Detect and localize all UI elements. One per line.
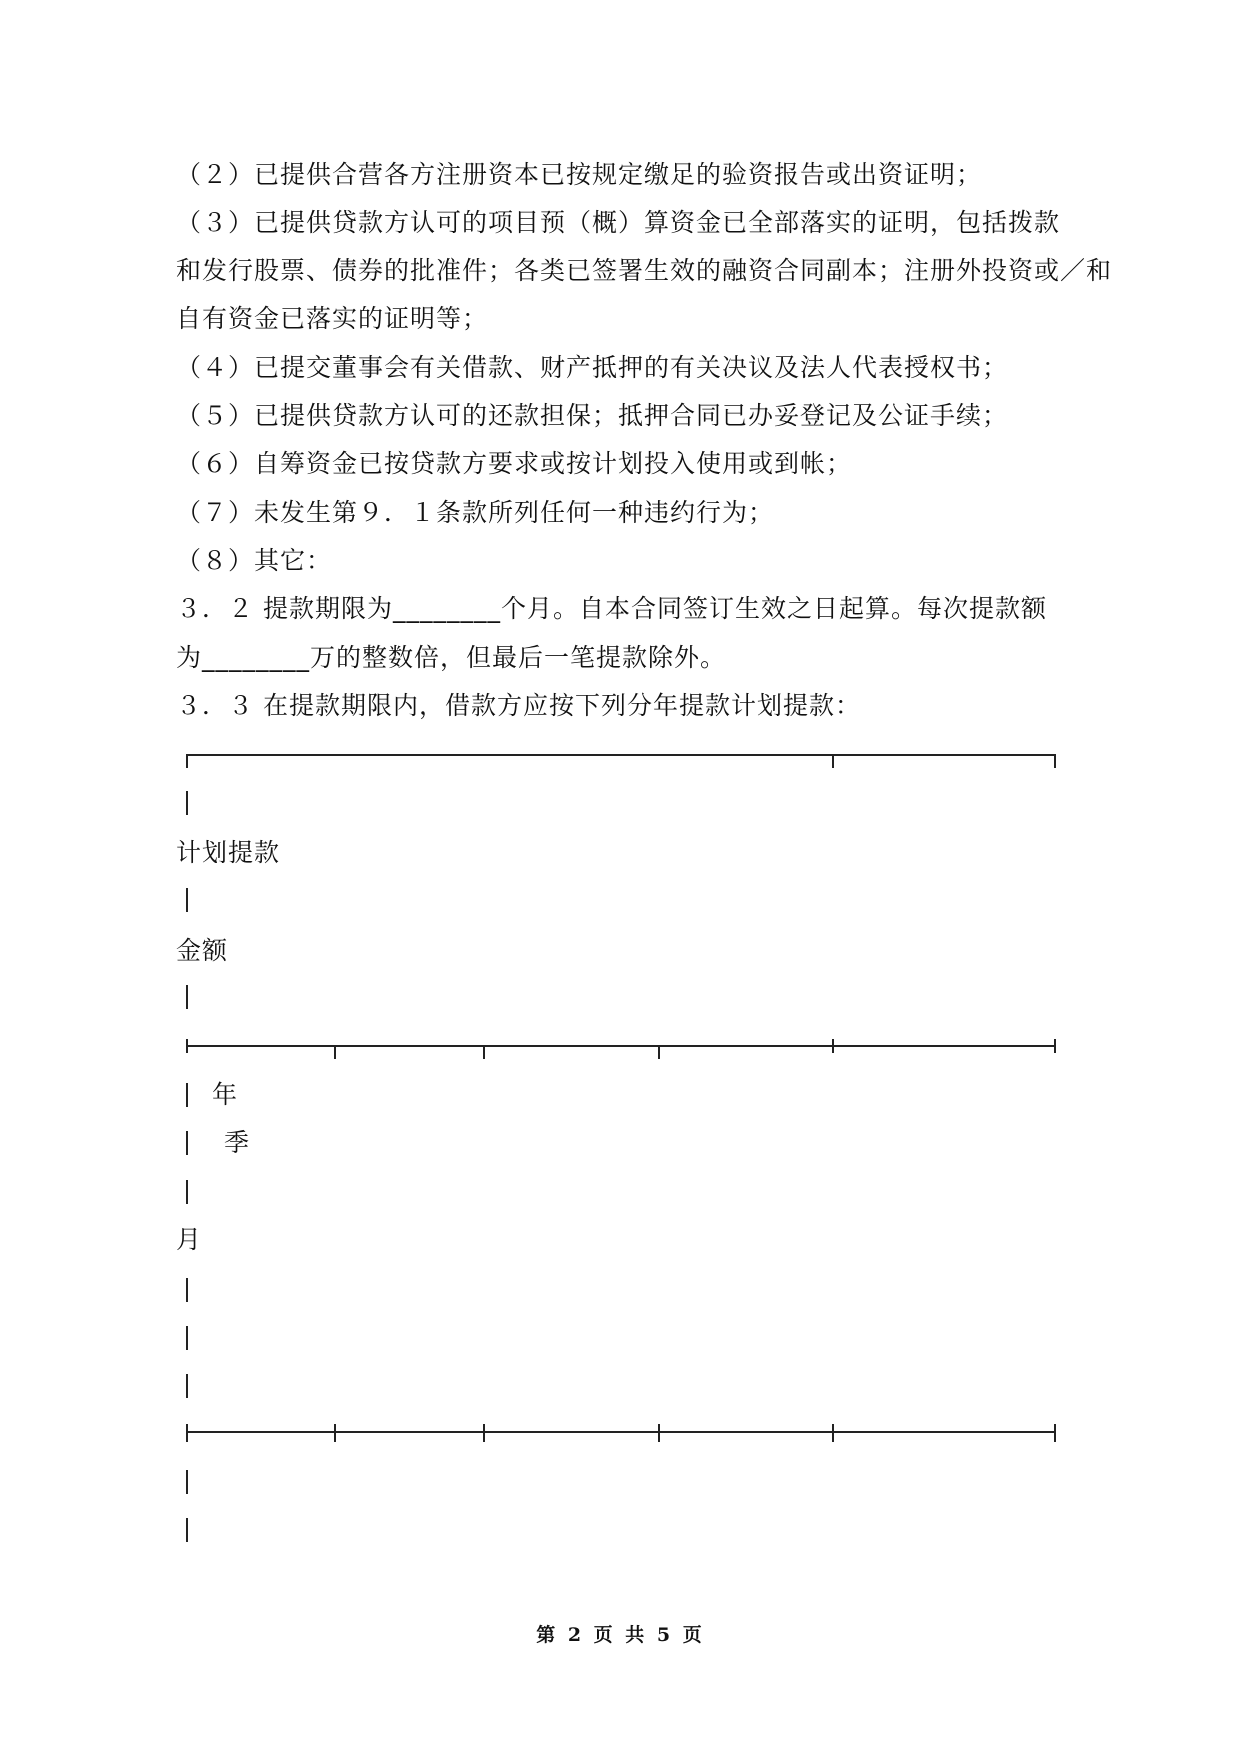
clause-item-3-line1: （３）已提供贷款方认可的项目预（概）算资金已全部落实的证明，包括拨款 (176, 208, 1061, 237)
table-vertical-bar (186, 1518, 188, 1542)
table-vertical-bar (186, 1131, 188, 1155)
page-footer: 第 2 页 共 5 页 (536, 1624, 705, 1646)
clause-3-3: ３．３ 在提款期限内，借款方应按下列分年提款计划提款： (176, 691, 861, 720)
table-vertical-bar (186, 1470, 188, 1494)
clause-item-6: （６）自筹资金已按贷款方要求或按计划投入使用或到帐； (176, 449, 853, 478)
year-label: 年 (212, 1080, 239, 1109)
table-vertical-bar (186, 791, 188, 815)
table-vertical-bar (186, 1278, 188, 1302)
clause-item-8: （８）其它： (176, 546, 333, 575)
table-vertical-bar (186, 1374, 188, 1398)
table-vertical-bar (186, 1180, 188, 1204)
clause-item-4: （４）已提交董事会有关借款、财产抵押的有关决议及法人代表授权书； (176, 353, 1009, 382)
clause-item-3-line3: 自有资金已落实的证明等； (176, 304, 489, 333)
amount-label: 金额 (176, 936, 229, 965)
table-vertical-bar (186, 1326, 188, 1350)
quarter-label: 季 (224, 1128, 251, 1157)
clause-3-2-line1: ３．２ 提款期限为________个月。自本合同签订生效之日起算。每次提款额 (176, 594, 1047, 623)
clause-item-5: （５）已提供贷款方认可的还款担保；抵押合同已办妥登记及公证手续； (176, 401, 1009, 430)
clause-item-2: （２）已提供合营各方注册资本已按规定缴足的验资报告或出资证明； (176, 160, 983, 189)
table-vertical-bar (186, 985, 188, 1009)
month-label: 月 (176, 1225, 203, 1254)
table-vertical-bar (186, 888, 188, 912)
clause-3-2-line2: 为________万的整数倍，但最后一笔提款除外。 (176, 643, 727, 672)
plan-amount-label: 计划提款 (176, 838, 281, 867)
clause-item-7: （７）未发生第９．１条款所列任何一种违约行为； (176, 498, 775, 527)
table-vertical-bar (186, 1083, 188, 1107)
clause-item-3-line2: 和发行股票、债券的批准件；各类已签署生效的融资合同副本；注册外投资或／和 (176, 256, 1113, 285)
